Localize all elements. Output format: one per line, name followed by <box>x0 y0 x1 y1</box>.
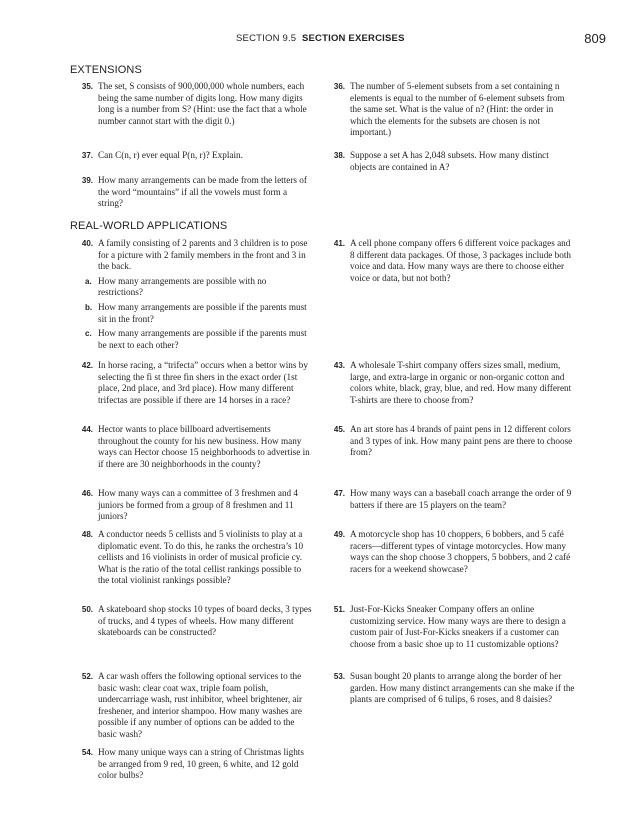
exercise-number: 36. <box>333 82 345 91</box>
exercise-number: 38. <box>333 151 345 160</box>
exercise-39 <box>76 175 312 210</box>
part-label: b. <box>85 302 93 312</box>
exercise-number: 44. <box>81 425 93 434</box>
exercise-47 <box>328 488 576 511</box>
exercise-text: How many unique ways can a string of Christmas lights be arranged from 9 red, 10 green, 6 white, and 12 gold color bulbs? <box>98 747 304 781</box>
exercise-35 <box>76 81 312 127</box>
exercise-text: The number of 5-element subsets from a set containing n elements is equal to the number of 6-element subsets from the same set. What is the value of n? (Hint: the order in which the elements for the subsets are chosen is not important.) <box>350 81 565 138</box>
part-text: How many arrangements are possible if the parents must be next to each other? <box>98 328 307 350</box>
exercise-part-a <box>76 276 312 299</box>
exercise-51 <box>328 604 576 650</box>
exercise-number: 45. <box>333 425 345 434</box>
section-number: SECTION 9.5 <box>236 33 297 44</box>
exercise-text: A family consisting of 2 parents and 3 children is to pose for a picture with 2 family members in the front and 3 in the back. <box>98 238 308 272</box>
exercise-44 <box>76 424 312 470</box>
exercise-number: 50. <box>81 605 93 614</box>
exercise-text: In horse racing, a “trifecta” occurs when a bettor wins by selecting the fi st three fin shers in the exact order (1st place, 2nd place, and 3rd place). How many different trifectas are possible if there are 14 horses in a race? <box>98 360 308 405</box>
part-text: How many arrangements are possible if the parents must sit in the front? <box>98 301 307 324</box>
exercise-42 <box>76 360 312 406</box>
page-header <box>0 31 630 45</box>
exercise-text: Just-For-Kicks Sneaker Company offers an online customizing service. How many ways are there to design a custom pair of Just-For-Kicks sneakers if a customer can choose from a basic shoe up to 11 customizable options? <box>350 604 566 649</box>
exercise-number: 53. <box>333 672 345 681</box>
exercise-45 <box>328 424 576 459</box>
section-title: SECTION EXERCISES <box>301 33 405 44</box>
section-label <box>236 33 405 44</box>
heading-extensions: EXTENSIONS <box>70 64 142 76</box>
exercise-38 <box>328 150 576 173</box>
exercise-52 <box>76 671 312 741</box>
exercise-53 <box>328 671 576 706</box>
exercise-number: 37. <box>81 151 93 160</box>
exercise-text: How many ways can a committee of 3 freshmen and 4 juniors be formed from a group of 8 freshmen and 11 juniors? <box>98 488 299 522</box>
exercise-text: How many ways can a baseball coach arrange the order of 9 batters if there are 15 players on the team? <box>350 488 572 510</box>
exercise-49 <box>328 529 576 575</box>
exercise-number: 41. <box>333 239 345 248</box>
exercise-number: 52. <box>81 672 93 681</box>
exercise-text: A car wash offers the following optional services to the basic wash: clear coat wax, triple foam polish, undercarriage wash, rust inhibitor, wheel brightener, air freshener, and interior shampoo. How many washes are possible if any number of options can be added to the basic wash? <box>98 671 303 739</box>
exercise-number: 35. <box>81 82 93 91</box>
exercise-number: 42. <box>81 361 93 370</box>
exercise-text: Hector wants to place billboard advertisements throughout the county for his new business. How many ways can Hector choose 15 neighborhoods to advertise in if there are 30 neighborhoods in the county? <box>98 424 310 469</box>
exercise-text: An art store has 4 brands of paint pens in 12 different colors and 3 types of ink. How many paint pens are there to choose from? <box>350 424 573 458</box>
exercise-text: Susan bought 20 plants to arrange along the border of her garden. How many distinct arrangements can she make if the plants are comprised of 6 tulips, 6 roses, and 8 daisies? <box>350 671 575 705</box>
exercise-41 <box>328 238 576 284</box>
exercise-text: The set, S consists of 900,000,000 whole numbers, each being the same number of digits long. How many digits long is a number from S? (Hint: use the fact that a whole number cannot start with the digit 0.) <box>98 81 307 126</box>
part-label: c. <box>85 329 92 339</box>
exercise-text: A cell phone company offers 6 different voice packages and 8 different data packages. Of those, 3 packages include both voice and data. How many ways are there to choose either voice or data, but not both? <box>350 238 572 283</box>
exercise-50 <box>76 604 312 639</box>
exercise-40 <box>76 238 312 351</box>
exercise-part-b <box>76 302 312 325</box>
exercise-number: 46. <box>81 489 93 498</box>
exercise-part-c <box>76 328 312 351</box>
exercise-48 <box>76 529 312 587</box>
exercise-number: 51. <box>333 605 345 614</box>
exercise-number: 43. <box>333 361 345 370</box>
exercise-text: Suppose a set A has 2,048 subsets. How many distinct objects are contained in A? <box>350 150 549 172</box>
exercise-43 <box>328 360 576 406</box>
exercise-text: A wholesale T-shirt company offers sizes small, medium, large, and extra-large in organic or non-organic cotton and colors white, black, gray, blue, and red. How many different T-shirts are there to choose from? <box>350 360 572 405</box>
heading-real-world-applications: REAL-WORLD APPLICATIONS <box>70 220 228 232</box>
exercise-text: A conductor needs 5 cellists and 5 violinists to play at a diplomatic event. To do this, he ranks the orchestra’s 10 cellists and 16 violinists in order of musical proficie cy. What is the ratio of the total cellist rankings possible to the total violinist rankings possible? <box>98 529 304 586</box>
exercise-37 <box>76 150 312 162</box>
part-text: How many arrangements are possible with no restrictions? <box>98 275 267 298</box>
exercise-text: Can C(n, r) ever equal P(n, r)? Explain. <box>98 150 243 160</box>
exercise-text: A motorcycle shop has 10 choppers, 6 bobbers, and 5 café racers—different types of vintage motorcycles. How many ways can the shop choose 3 choppers, 5 bobbers, and 2 café racers for a weekend showcase? <box>350 529 571 574</box>
exercise-text: A skateboard shop stocks 10 types of board decks, 3 types of trucks, and 4 types of wheels. How many different skateboards can be constructed? <box>98 604 312 638</box>
exercise-number: 49. <box>333 530 345 539</box>
part-label: a. <box>85 276 92 286</box>
exercise-number: 40. <box>81 239 93 248</box>
exercise-54 <box>76 747 312 782</box>
exercise-number: 54. <box>81 748 93 757</box>
exercise-number: 39. <box>81 176 93 185</box>
exercise-46 <box>76 488 312 523</box>
exercise-number: 48. <box>81 530 93 539</box>
page-number: 809 <box>584 31 606 46</box>
exercise-number: 47. <box>333 489 345 498</box>
exercise-36 <box>328 81 576 139</box>
exercise-text: How many arrangements can be made from the letters of the word “mountains” if all the vowels must form a string? <box>98 175 307 209</box>
